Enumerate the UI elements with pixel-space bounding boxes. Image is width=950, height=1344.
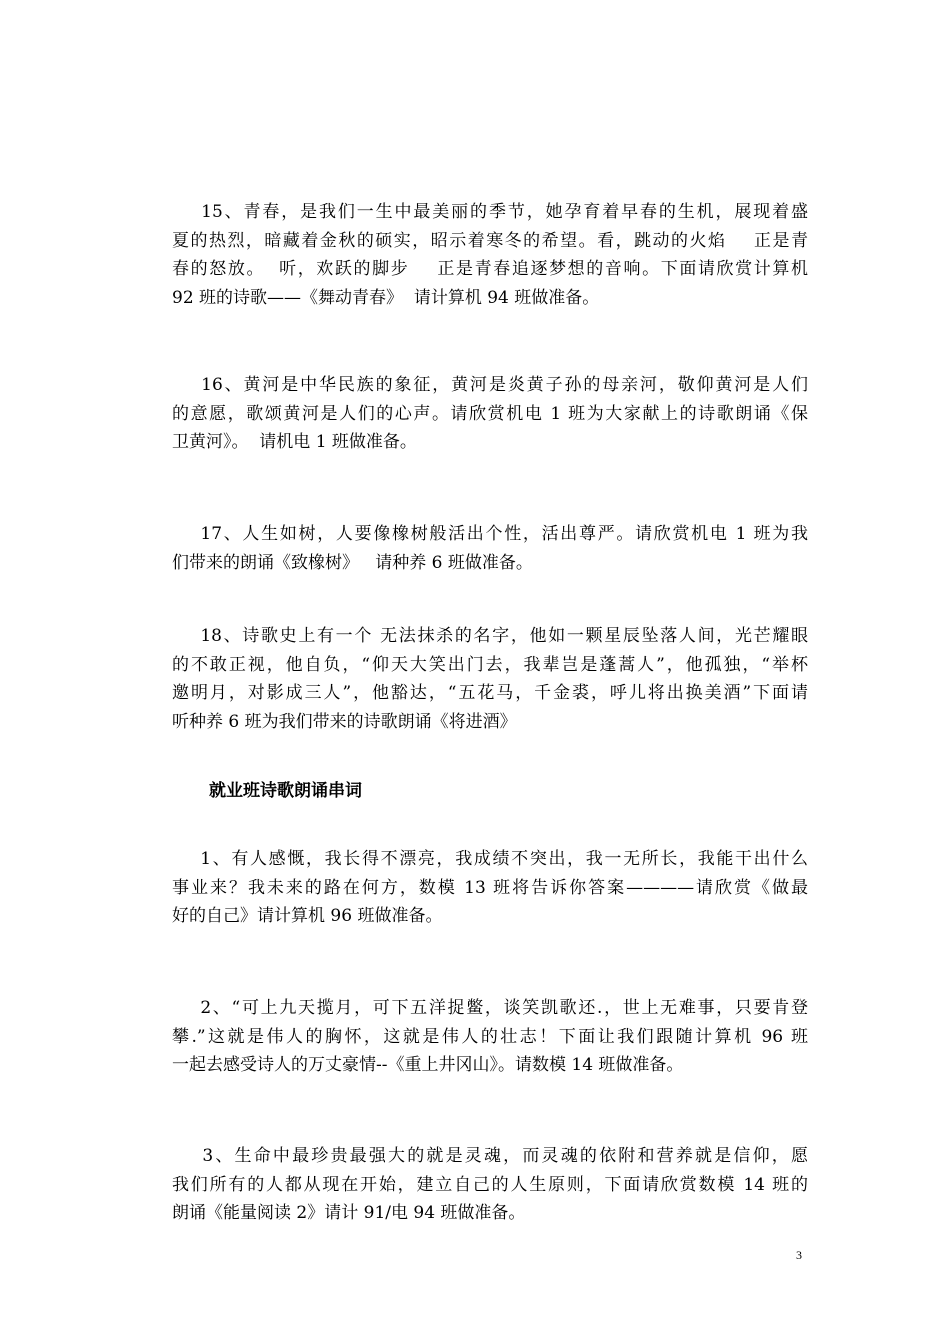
text-line: 的意愿，歌颂黄河是人们的心声。请欣赏机电 1 班为大家献上的诗歌朗诵《保 — [172, 403, 808, 424]
text-line: 的不敢正视，他自负，“仰天大笑出门去，我辈岂是蓬蒿人”，他孤独，“举杯 — [172, 654, 808, 675]
paragraph-17 — [172, 520, 808, 577]
paragraph-2 — [172, 994, 808, 1080]
text-line: 15、青春，是我们一生中最美丽的季节，她孕育着早春的生机，展现着盛 — [172, 202, 808, 222]
text-line: 好的自己》请计算机 96 班做准备。 — [172, 906, 443, 926]
paragraph-16 — [172, 371, 808, 457]
text-line: 夏的热烈，暗藏着金秋的硕实，昭示着寒冬的希望。看，跳动的火焰 正是青 — [172, 230, 808, 251]
paragraph-15 — [172, 198, 808, 312]
section-heading: 就业班诗歌朗诵串词 — [209, 781, 362, 801]
text-line: 92 班的诗歌——《舞动青春》 请计算机 94 班做准备。 — [172, 287, 600, 308]
text-line: 一起去感受诗人的万丈豪情--《重上井冈山》。请数模 14 班做准备。 — [172, 1055, 684, 1075]
text-line: 16、黄河是中华民族的象征，黄河是炎黄子孙的母亲河，敬仰黄河是人们 — [172, 375, 808, 395]
paragraph-3 — [172, 1142, 808, 1228]
text-line: 邀明月，对影成三人”，他豁达，“五花马，千金裘，呼儿将出换美酒”下面请 — [172, 683, 808, 703]
paragraph-18 — [172, 622, 808, 736]
text-line: 们带来的朗诵《致橡树》 请种养 6 班做准备。 — [172, 552, 533, 573]
page-number: 3 — [796, 1248, 802, 1262]
text-line: 卫黄河》。 请机电 1 班做准备。 — [172, 432, 417, 452]
text-line: 18、诗歌史上有一个 无法抹杀的名字，他如一颗星辰坠落人间，光芒耀眼 — [172, 626, 808, 646]
text-line: 3、生命中最珍贵最强大的就是灵魂，而灵魂的依附和营养就是信仰，愿 — [172, 1146, 808, 1166]
text-line: 我们所有的人都从现在开始，建立自己的人生原则，下面请欣赏数模 14 班的 — [172, 1174, 808, 1195]
text-line: 事业来？我未来的路在何方，数模 13 班将告诉你答案————请欣赏《做最 — [172, 877, 808, 898]
text-line: 攀.”这就是伟人的胸怀，这就是伟人的壮志！下面让我们跟随计算机 96 班 — [172, 1026, 808, 1047]
paragraph-1 — [172, 845, 808, 931]
text-line: 1、有人感慨，我长得不漂亮，我成绩不突出，我一无所长，我能干出什么 — [172, 849, 808, 869]
text-line: 朗诵《能量阅读 2》请计 91/电 94 班做准备。 — [172, 1203, 526, 1223]
text-line: 听种养 6 班为我们带来的诗歌朗诵《将进酒》 — [172, 711, 517, 732]
text-line: 17、人生如树，人要像橡树般活出个性，活出尊严。请欣赏机电 1 班为我 — [172, 524, 808, 544]
text-line: 春的怒放。 听，欢跃的脚步 正是青春追逐梦想的音响。下面请欣赏计算机 — [172, 259, 808, 279]
text-line: 2、“可上九天揽月，可下五洋捉鳖，谈笑凯歌还.，世上无难事，只要肯登 — [172, 998, 808, 1018]
